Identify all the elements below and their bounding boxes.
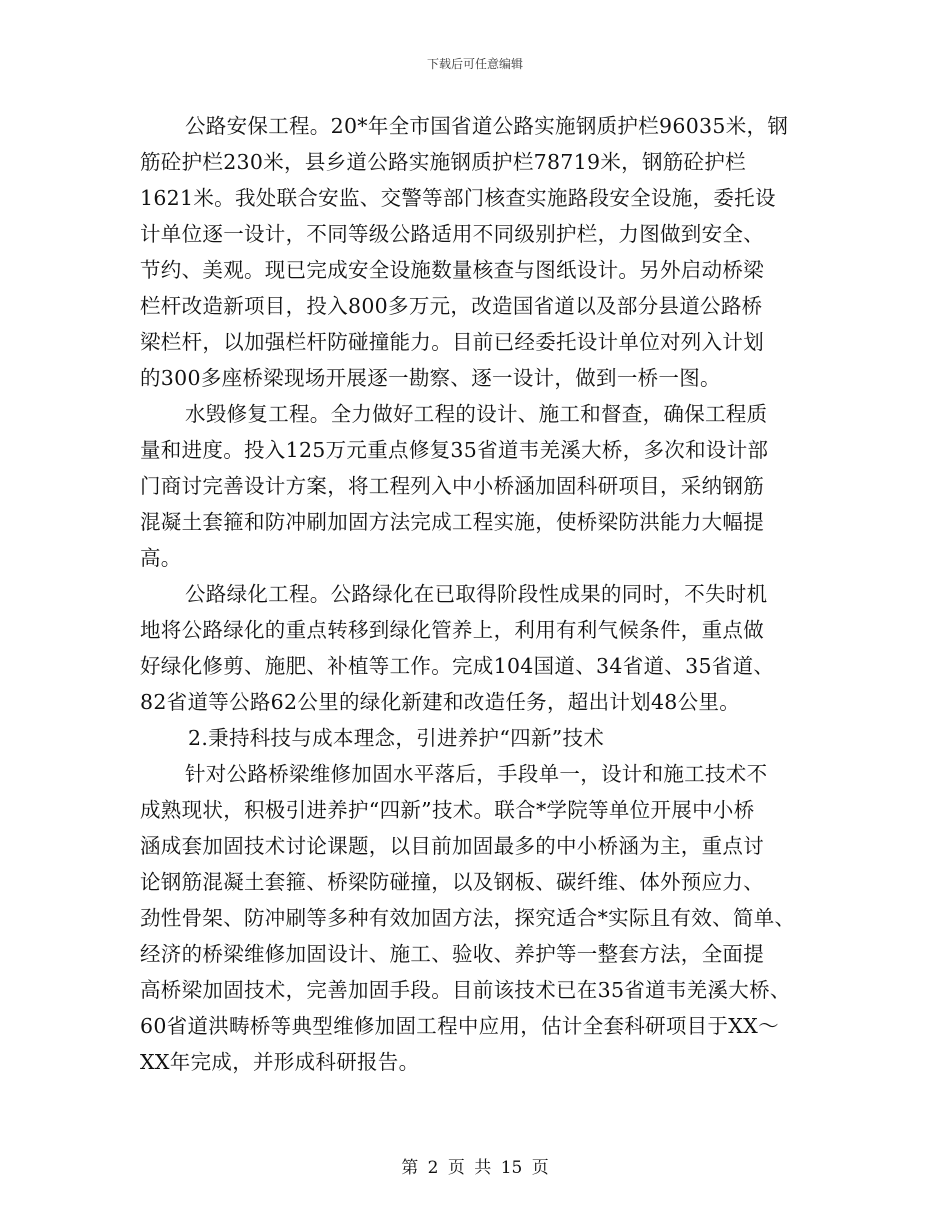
section-heading: 2.秉持科技与成本理念，引进养护“四新”技术 <box>188 726 605 750</box>
page-number: 第 2 页 共 15 页 <box>401 1158 549 1178</box>
paragraph-line: 高桥梁加固技术，完善加固手段。目前该技术已在35省道韦羌溪大桥、 <box>140 978 791 1002</box>
paragraph-line: 水毁修复工程。全力做好工程的设计、施工和督查，确保工程质 <box>185 402 768 426</box>
paragraph-line: 针对公路桥梁维修加固水平落后，手段单一，设计和施工技术不 <box>185 762 768 786</box>
paragraph-line: 计单位逐一设计，不同等级公路适用不同级别护栏，力图做到安全、 <box>140 222 764 246</box>
document-body <box>140 108 830 1080</box>
paragraph-line: 涵成套加固技术讨论课题，以目前加固最多的中小桥涵为主，重点讨 <box>140 834 764 858</box>
paragraph-line: 量和进度。投入125万元重点修复35省道韦羌溪大桥，多次和设计部 <box>140 438 769 462</box>
paragraph-line: 高。 <box>140 546 182 570</box>
paragraph-line: 公路绿化工程。公路绿化在已取得阶段性成果的同时，不失时机 <box>185 582 768 606</box>
paragraph-line: 82省道等公路62公里的绿化新建和改造任务，超出计划48公里。 <box>140 690 741 714</box>
paragraph-line: 地将公路绿化的重点转移到绿化管养上，利用有利气候条件，重点做 <box>140 618 764 642</box>
paragraph-line: 混凝土套箍和防冲刷加固方法完成工程实施，使桥梁防洪能力大幅提 <box>140 510 764 534</box>
paragraph-line: 好绿化修剪、施肥、补植等工作。完成104国道、34省道、35省道、 <box>140 654 775 678</box>
paragraph-line: 公路安保工程。20*年全市国省道公路实施钢质护栏96035米，钢 <box>185 114 789 138</box>
paragraph-line: 筋砼护栏230米，县乡道公路实施钢质护栏78719米，钢筋砼护栏 <box>140 150 746 174</box>
paragraph-line: 成熟现状，积极引进养护“四新”技术。联合*学院等单位开展中小桥 <box>140 798 755 822</box>
paragraph-line: 节约、美观。现已完成安全设施数量核查与图纸设计。另外启动桥梁 <box>140 258 764 282</box>
paragraph-line: 梁栏杆，以加强栏杆防碰撞能力。目前已经委托设计单位对列入计划 <box>140 330 764 354</box>
paragraph-line: 论钢筋混凝土套箍、桥梁防碰撞，以及钢板、碳纤维、体外预应力、 <box>140 870 764 894</box>
paragraph-line: 1621米。我处联合安监、交警等部门核查实施路段安全设施，委托设 <box>140 186 776 210</box>
paragraph-line: 门商讨完善设计方案，将工程列入中小桥涵加固科研项目，采纳钢筋 <box>140 474 764 498</box>
paragraph-line: 栏杆改造新项目，投入800多万元，改造国省道以及部分县道公路桥 <box>140 294 763 318</box>
paragraph-line: XX年完成，并形成科研报告。 <box>140 1050 420 1074</box>
header-note: 下载后可任意编辑 <box>426 57 523 71</box>
paragraph-line: 劲性骨架、防冲刷等多种有效加固方法，探究适合*实际且有效、简单、 <box>140 906 796 930</box>
paragraph-line: 经济的桥梁维修加固设计、施工、验收、养护等一整套方法，全面提 <box>140 942 764 966</box>
paragraph-line: 60省道洪畴桥等典型维修加固工程中应用，估计全套科研项目于XX～ <box>140 1014 779 1038</box>
paragraph-line: 的300多座桥梁现场开展逐一勘察、逐一设计，做到一桥一图。 <box>140 366 721 390</box>
